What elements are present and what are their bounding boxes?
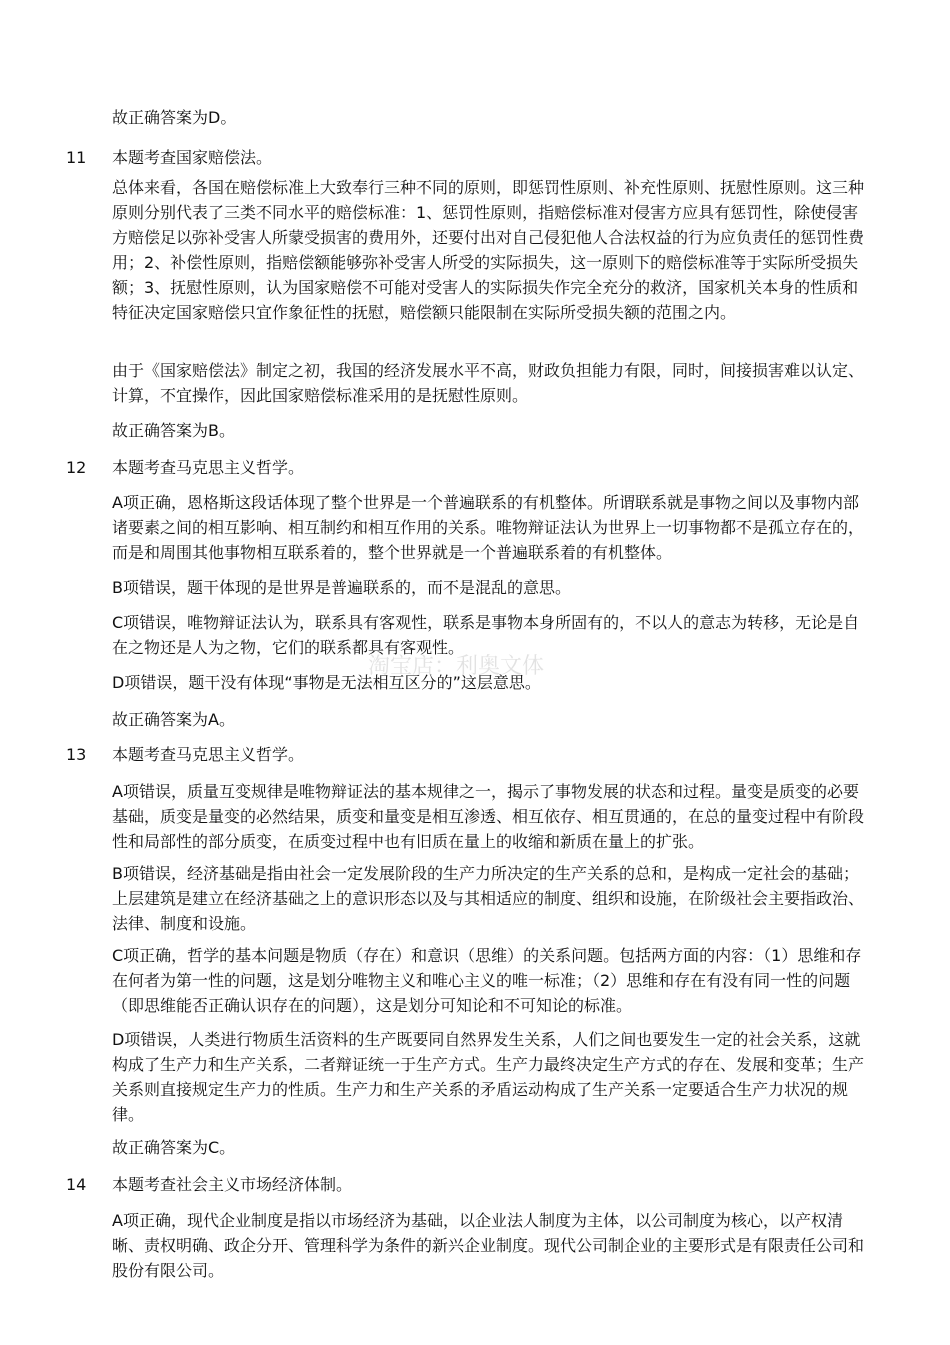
question-number-12: 12 [66, 458, 87, 477]
q12-option-c: C项错误，唯物辩证法认为，联系具有客观性，联系是事物本身所固有的，不以人的意志为转移，无论是自在之物还是人为之物，它们的联系都具有客观性。 [112, 613, 860, 657]
answer-line-q11: 故正确答案为B。 [112, 421, 235, 440]
question-topic-13: 本题考查马克思主义哲学。 [112, 745, 305, 764]
q13-option-c: C项正确，哲学的基本问题是物质（存在）和意识（思维）的关系问题。包括两方面的内容：（1）思维和存在何者为第一性的问题，这是划分唯物主义和唯心主义的唯一标准；（2）思维和存在有没有同一性的问题（即思维能否正确认识存在的问题），这是划分可知论和不可知论的标准。 [112, 946, 862, 1015]
watermark: 淘宝店：利奥文体 [368, 654, 545, 679]
question-number-14: 14 [66, 1175, 87, 1194]
answer-line-q13: 故正确答案为C。 [112, 1138, 236, 1157]
question-topic-14: 本题考查社会主义市场经济体制。 [112, 1175, 353, 1194]
q12-option-d: D项错误，题干没有体现“事物是无法相互区分的”这层意思。 [112, 673, 541, 692]
q12-option-a: A项正确，恩格斯这段话体现了整个世界是一个普遍联系的有机整体。所谓联系就是事物之间以及事物内部诸要素之间的相互影响、相互制约和相互作用的关系。唯物辩证法认为世界上一切事物都不是孤立存在的，而是和周围其他事物相互联系着的，整个世界就是一个普遍联系着的有机整体。 [112, 493, 865, 562]
q13-option-b: B项错误，经济基础是指由社会一定发展阶段的生产力所决定的生产关系的总和，是构成一定社会的基础；上层建筑是建立在经济基础之上的意识形态以及与其相适应的制度、组织和设施，在阶级社会主要指政治、法律、制度和设施。 [112, 864, 865, 933]
question-number-11: 11 [66, 148, 87, 167]
question-number-13: 13 [66, 745, 87, 764]
q13-option-d: D项错误，人类进行物质生活资料的生产既要同自然界发生关系，人们之间也要发生一定的社会关系，这就构成了生产力和生产关系，二者辩证统一于生产方式。生产力最终决定生产方式的存在、发展和变革；生产关系则直接规定生产力的性质。生产力和生产关系的矛盾运动构成了生产关系一定要适合生产力状况的规律。 [112, 1030, 865, 1124]
q14-option-a: A项正确，现代企业制度是指以市场经济为基础，以企业法人制度为主体，以公司制度为核心，以产权清晰、责权明确、政企分开、管理科学为条件的新兴企业制度。现代公司制企业的主要形式是有限责任公司和股份有限公司。 [112, 1211, 865, 1280]
answer-line-q10: 故正确答案为D。 [112, 108, 237, 127]
q11-explanation-1: 总体来看，各国在赔偿标准上大致奉行三种不同的原则，即惩罚性原则、补充性原则、抚慰性原则。这三种原则分别代表了三类不同水平的赔偿标准：1、惩罚性原则，指赔偿标准对侵害方应具有惩罚性，除使侵害方赔偿足以弥补受害人所蒙受损害的费用外，还要付出对自己侵犯他人合法权益的行为应负责任的惩罚性费用；2、补偿性原则，指赔偿额能够弥补受害人所受的实际损失，这一原则下的赔偿标准等于实际所受损失额；3、抚慰性原则，认为国家赔偿不可能对受害人的实际损失作完全充分的救济，国家机关本身的性质和特征决定国家赔偿只宜作象征性的抚慰，赔偿额只能限制在实际所受损失额的范围之内。 [112, 178, 865, 322]
q13-option-a: A项错误，质量互变规律是唯物辩证法的基本规律之一，揭示了事物发展的状态和过程。量变是质变的必要基础，质变是量变的必然结果，质变和量变是相互渗透、相互依存、相互贯通的，在总的量变过程中有阶段性和局部性的部分质变，在质变过程中也有旧质在量上的收缩和新质在量上的扩张。 [112, 782, 865, 851]
q11-explanation-2: 由于《国家赔偿法》制定之初，我国的经济发展水平不高，财政负担能力有限，同时，间接损害难以认定、计算，不宜操作，因此国家赔偿标准采用的是抚慰性原则。 [112, 361, 865, 405]
question-topic-11: 本题考查国家赔偿法。 [112, 148, 273, 167]
answer-line-q12: 故正确答案为A。 [112, 710, 235, 729]
question-topic-12: 本题考查马克思主义哲学。 [112, 458, 305, 477]
q12-option-b: B项错误，题干体现的是世界是普遍联系的，而不是混乱的意思。 [112, 578, 571, 597]
